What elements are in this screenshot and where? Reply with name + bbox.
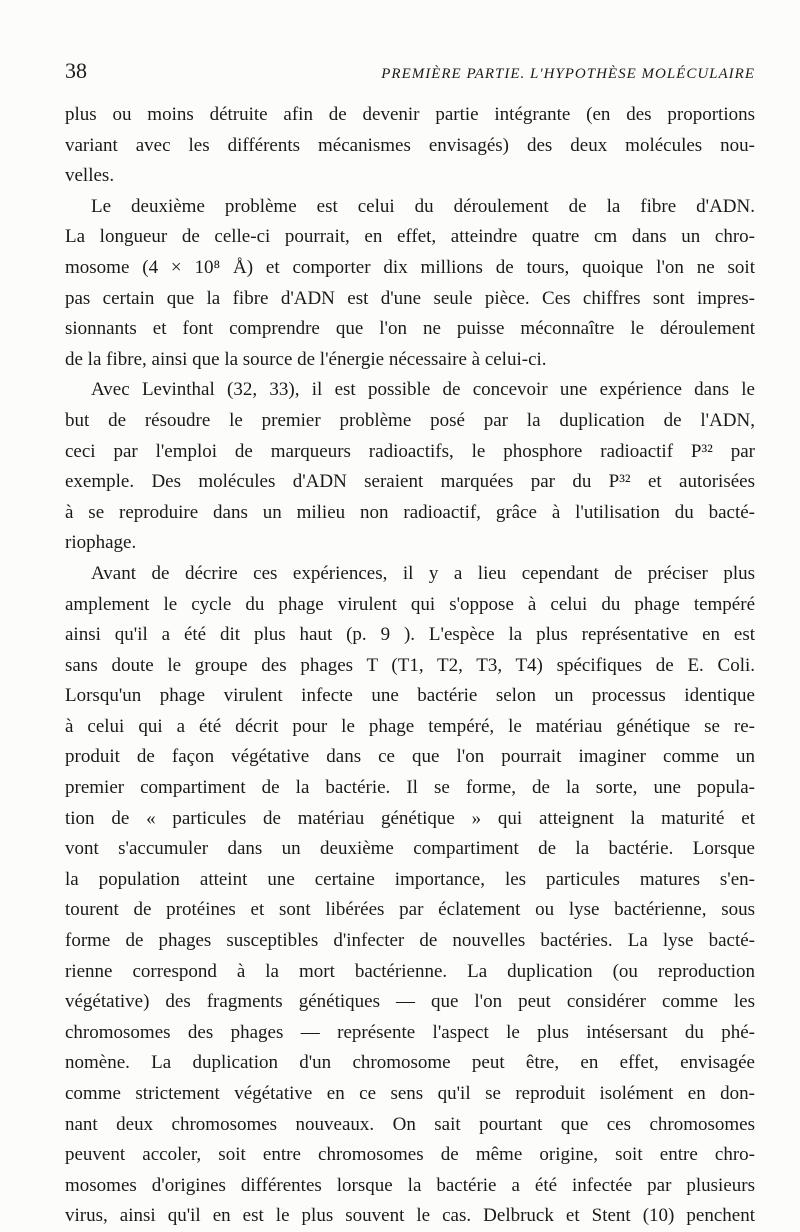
text-line: tion de « particules de matériau génétique » qui atteignent la maturité et [65, 807, 755, 829]
text-line: plus ou moins détruite afin de devenir partie intégrante (en des proportions [65, 104, 755, 125]
text-line: mosomes d'origines différentes lorsque la bactérie a été infectée par plusieurs [65, 1174, 755, 1196]
text-line: virus, ainsi qu'il en est le plus souvent le cas. Delbruck et Stent (10) penchent [65, 1205, 755, 1227]
text-line: pas certain que la fibre d'ADN est d'une seule pièce. Ces chiffres sont impres- [65, 287, 755, 309]
text-line: produit de façon végétative dans ce que l'on pourrait imaginer comme un [65, 746, 755, 768]
text-line: chromosomes des phages — représente l'aspect le plus intésersant du phé- [65, 1021, 755, 1043]
text-line: mosome (4 × 10⁸ Å) et comporter dix millions de tours, quoique l'on ne soit [65, 256, 755, 278]
text-line: de la fibre, ainsi que la source de l'énergie nécessaire à celui-ci. [65, 348, 547, 370]
text-line: Avec Levinthal (32, 33), il est possible de concevoir une expérience dans le [91, 379, 755, 401]
text-line: variant avec les différents mécanismes envisagés) des deux molécules nou- [65, 134, 755, 156]
text-line: velles. [65, 165, 115, 187]
running-title: PREMIÈRE PARTIE. L'HYPOTHÈSE MOLÉCULAIRE [381, 66, 755, 82]
text-line: nant deux chromosomes nouveaux. On sait pourtant que ces chromosomes [65, 1113, 755, 1135]
text-line: Le deuxième problème est celui du déroulement de la fibre d'ADN. [91, 195, 755, 217]
text-line: riophage. [65, 532, 137, 554]
text-line: Avant de décrire ces expériences, il y a lieu cependant de préciser plus [91, 562, 755, 584]
text-line: amplement le cycle du phage virulent qui s'oppose à celui du phage tempéré [65, 593, 755, 615]
text-line: but de résoudre le premier problème posé par la duplication de l'ADN, [65, 409, 755, 431]
paragraph [65, 559, 755, 1232]
text-line: exemple. Des molécules d'ADN seraient marquées par du P³² et autorisées [65, 471, 755, 493]
text-line: sionnants et font comprendre que l'on ne puisse méconnaître le déroulement [65, 318, 755, 340]
body-text [65, 100, 755, 1232]
text-line: végétative) des fragments génétiques — que l'on peut considérer comme les [65, 991, 755, 1013]
text-line: peuvent accoler, soit entre chromosomes de même origine, soit entre chro- [65, 1144, 755, 1166]
text-line: vont s'accumuler dans un deuxième compartiment de la bactérie. Lorsque [65, 838, 755, 860]
text-line: La longueur de celle-ci pourrait, en effet, atteindre quatre cm dans un chro- [65, 226, 755, 248]
text-line: ainsi qu'il a été dit plus haut (p. 9 ). L'espèce la plus représentative en est [65, 624, 755, 646]
text-line: la population atteint une certaine importance, les particules matures s'en- [65, 868, 755, 890]
text-line: comme strictement végétative en ce sens qu'il se reproduit isolément en don- [65, 1083, 755, 1104]
text-line: à se reproduire dans un milieu non radioactif, grâce à l'utilisation du bacté- [65, 501, 755, 523]
text-line: nomène. La duplication d'un chromosome peut être, en effet, envisagée [65, 1052, 755, 1074]
paragraph [65, 100, 755, 192]
text-line: rienne correspond à la mort bactérienne. La duplication (ou reproduction [65, 960, 755, 982]
text-line: forme de phages susceptibles d'infecter de nouvelles bactéries. La lyse bacté- [65, 930, 755, 952]
paragraph [65, 192, 755, 376]
text-line: Lorsqu'un phage virulent infecte une bactérie selon un processus identique [65, 685, 755, 707]
text-line: tourent de protéines et sont libérées par éclatement ou lyse bactérienne, sous [65, 899, 755, 921]
text-line: sans doute le groupe des phages T (T1, T2, T3, T4) spécifiques de E. Coli. [65, 654, 755, 676]
text-line: premier compartiment de la bactérie. Il se forme, de la sorte, une popula- [65, 777, 755, 799]
text-line: à celui qui a été décrit pour le phage tempéré, le matériau génétique se re- [65, 715, 755, 737]
page-header [65, 58, 755, 88]
text-line: ceci par l'emploi de marqueurs radioactifs, le phosphore radioactif P³² par [65, 440, 755, 462]
page-number: 38 [65, 58, 87, 83]
paragraph [65, 375, 755, 559]
